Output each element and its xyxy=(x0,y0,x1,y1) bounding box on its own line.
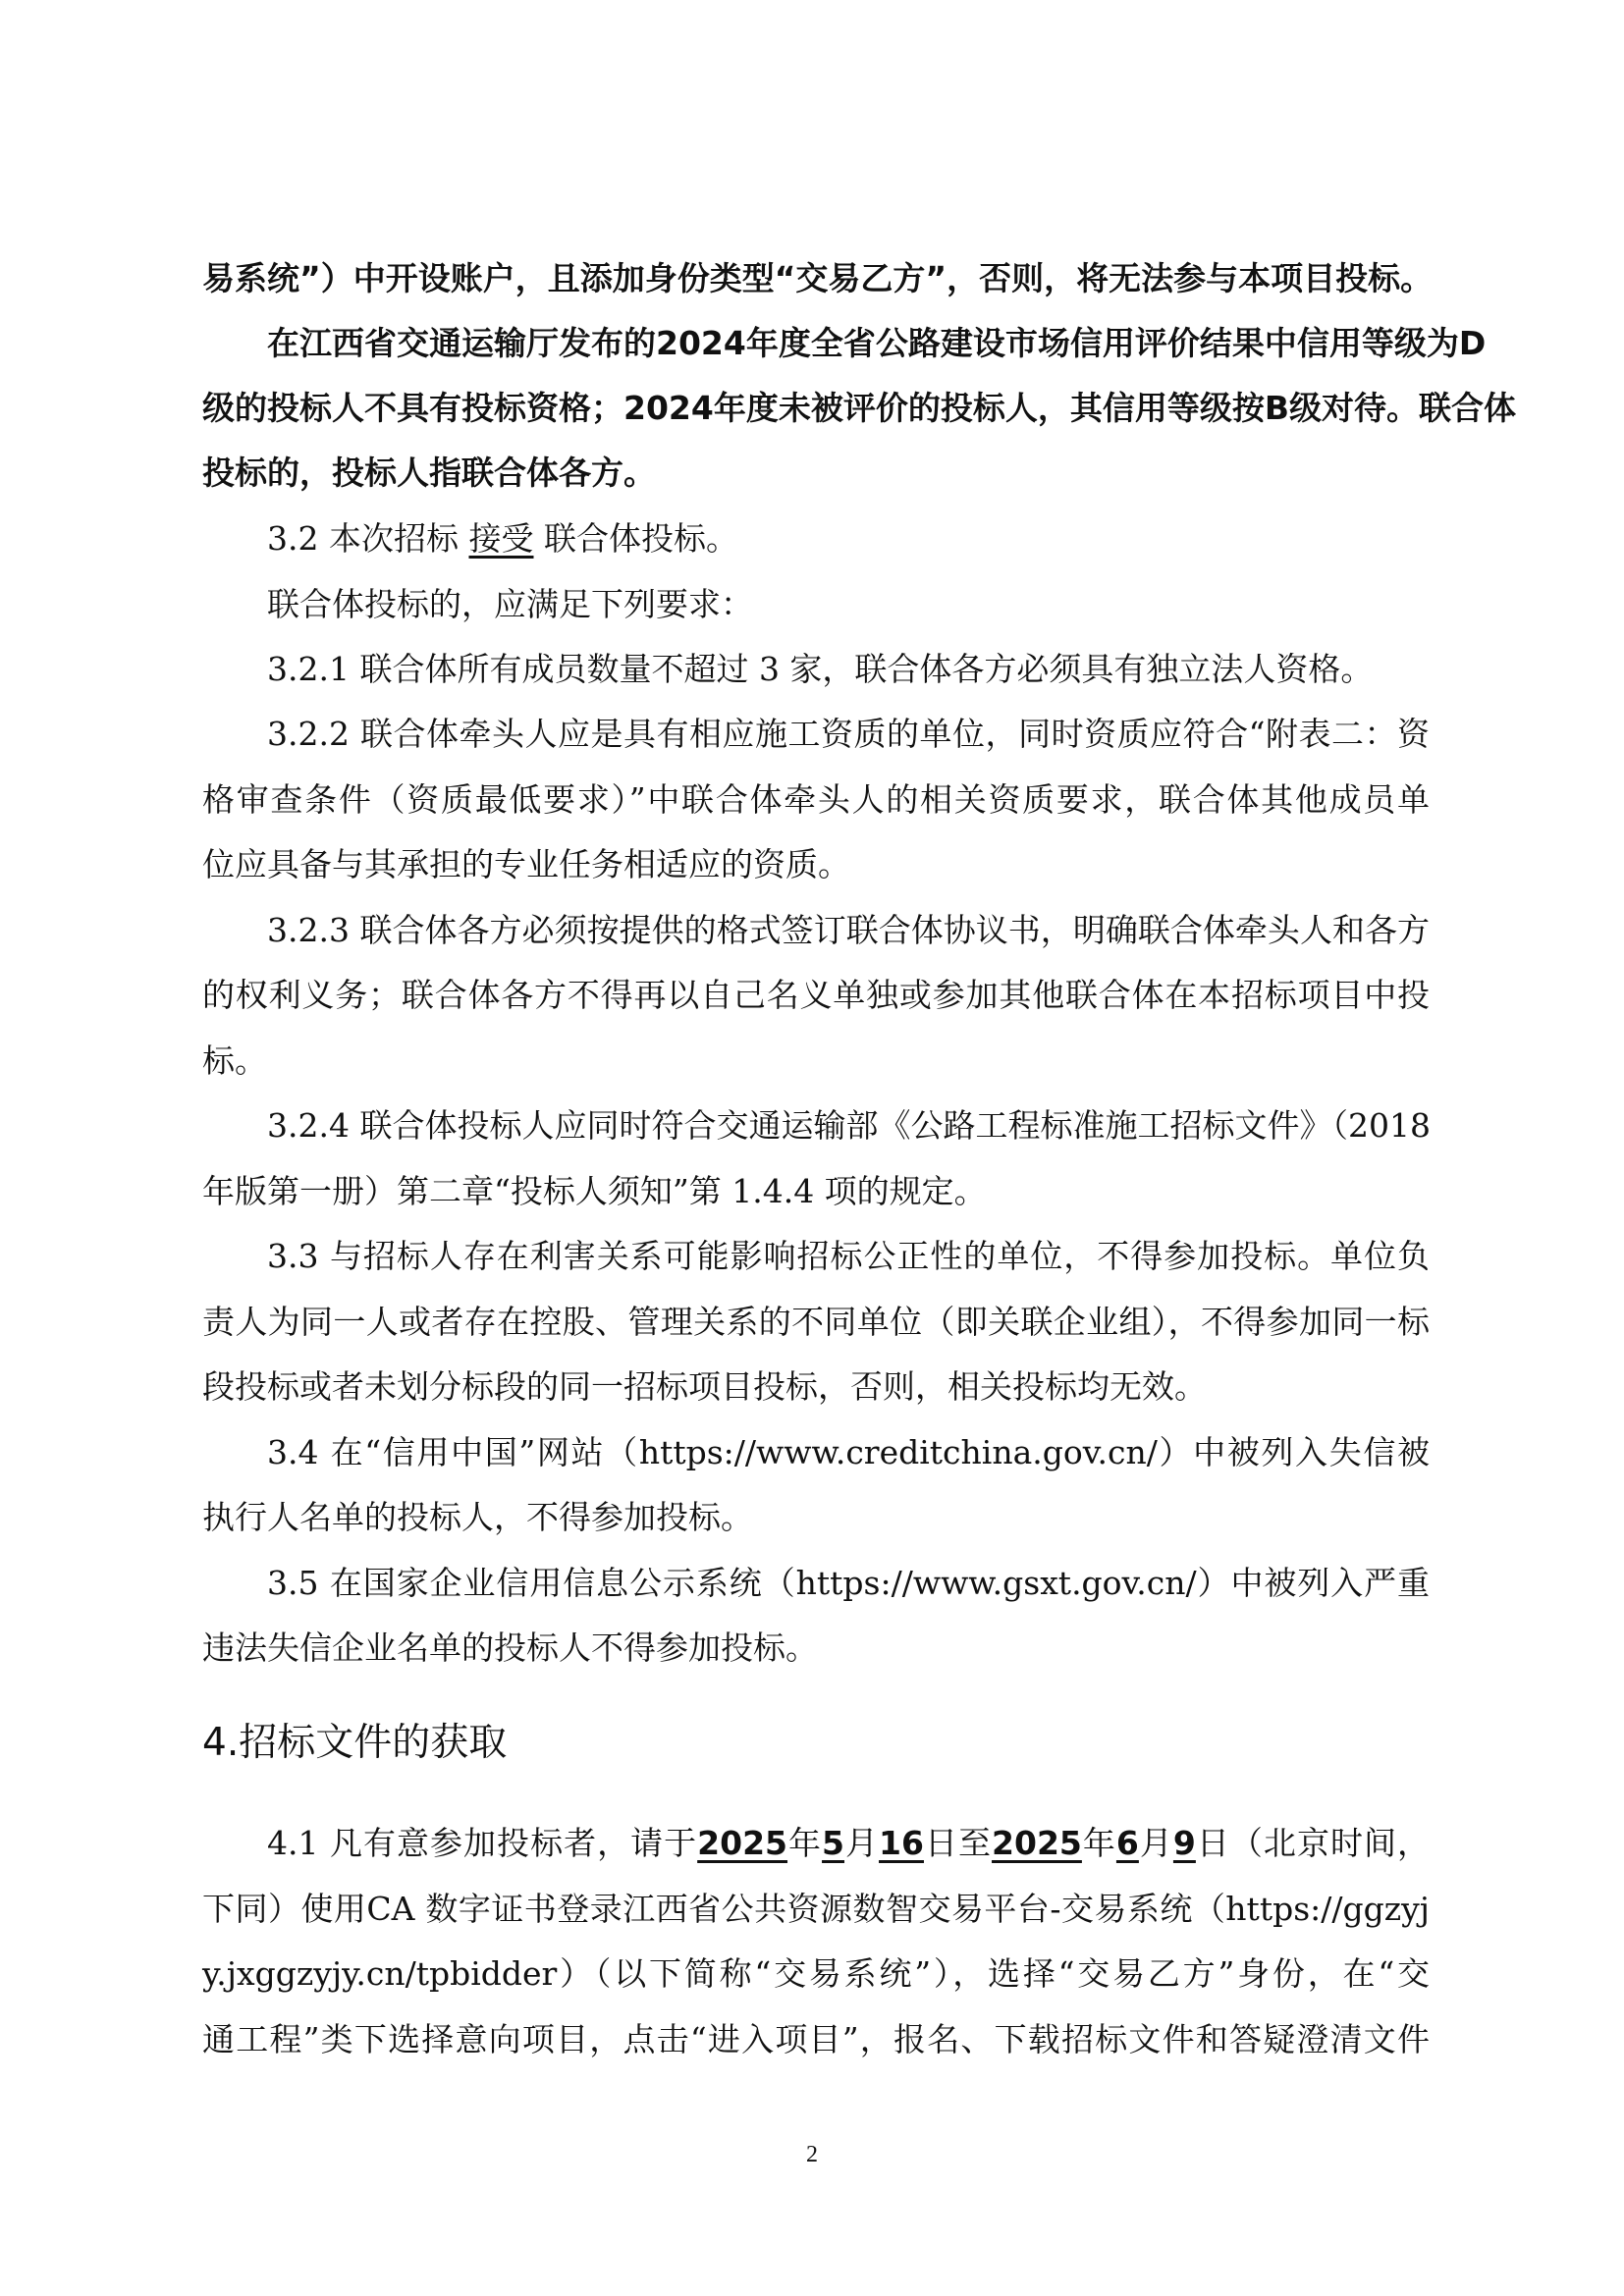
day-to-text: 日至 xyxy=(923,1824,993,1862)
section-4-1-line-4: 通工程”类下选择意向项目，点击“进入项目”，报名、下载招标文件和答疑澄清文件 xyxy=(202,2020,1430,2058)
month-char-2: 月 xyxy=(1138,1824,1173,1862)
section-3-2-2-line-1: 3.2.2 联合体牵头人应是具有相应施工资质的单位，同时资质应符合“附表二：资 xyxy=(267,715,1430,753)
section-3-2-2-line-2: 格审查条件（资质最低要求）”中联合体牵头人的相关资质要求，联合体其他成员单 xyxy=(202,780,1430,819)
consortium-requirements-intro: 联合体投标的，应满足下列要求： xyxy=(267,585,753,623)
section-3-2-suffix: 联合体投标。 xyxy=(543,519,738,558)
day-tail-text: 日（北京时间， xyxy=(1195,1824,1430,1862)
section-3-4-line-2: 执行人名单的投标人，不得参加投标。 xyxy=(202,1498,753,1536)
section-4-1-line-2: 下同）使用CA 数字证书登录江西省公共资源数智交易平台-交易系统（https://ggzyj xyxy=(202,1890,1430,1928)
section-3-4-line-1: 3.4 在“信用中国”网站（https://www.creditchina.gov.cn/）中被列入失信被 xyxy=(267,1433,1430,1471)
section-3-2-1-line-1: 3.2.1 联合体所有成员数量不超过 3 家，联合体各方必须具有独立法人资格。 xyxy=(267,650,1374,688)
credit-line-2: 级的投标人不具有投标资格；2024年度未被评价的投标人，其信用等级按B级对待。联合体 xyxy=(202,389,1516,427)
section-3-2-2-line-3: 位应具备与其承担的专业任务相适应的资质。 xyxy=(202,845,850,883)
section-4-1-line-3: y.jxggzyjy.cn/tpbidder）（以下简称“交易系统”），选择“交易乙方”身份，在“交 xyxy=(202,1954,1430,1993)
section-3-2-3-line-1: 3.2.3 联合体各方必须按提供的格式签订联合体协议书，明确联合体牵头人和各方 xyxy=(267,911,1430,949)
section-4-1-lead: 4.1 凡有意参加投标者，请于 xyxy=(267,1824,698,1862)
section-3-2-4-line-1: 3.2.4 联合体投标人应同时符合交通运输部《公路工程标准施工招标文件》（2018 xyxy=(267,1106,1431,1145)
section-3-3-line-3: 段投标或者未划分标段的同一招标项目投标，否则，相关投标均无效。 xyxy=(202,1367,1207,1406)
start-month: 5 xyxy=(822,1824,845,1862)
section-4-1-line-1 xyxy=(267,1824,1430,1863)
end-day: 9 xyxy=(1172,1824,1196,1862)
section-3-2-3-line-3: 标。 xyxy=(202,1041,267,1080)
start-year: 2025 xyxy=(697,1824,788,1862)
section-3-2-prefix: 3.2 本次招标 xyxy=(267,519,459,558)
credit-line-1: 在江西省交通运输厅发布的2024年度全省公路建设市场信用评价结果中信用等级为D xyxy=(267,324,1487,362)
section-3-3-line-1: 3.3 与招标人存在利害关系可能影响招标公正性的单位，不得参加投标。单位负 xyxy=(267,1237,1430,1275)
start-day: 16 xyxy=(879,1824,924,1862)
section-3-5-line-1: 3.5 在国家企业信用信息公示系统（https://www.gsxt.gov.cn/）中被列入严重 xyxy=(267,1564,1430,1602)
year-char: 年 xyxy=(787,1824,823,1862)
year-char-2: 年 xyxy=(1081,1824,1116,1862)
section-3-2-4-line-2: 年版第一册）第二章“投标人须知”第 1.4.4 项的规定。 xyxy=(202,1172,987,1210)
credit-line-3: 投标的，投标人指联合体各方。 xyxy=(202,454,656,492)
month-char: 月 xyxy=(844,1824,880,1862)
section-3-5-line-2: 违法失信企业名单的投标人不得参加投标。 xyxy=(202,1629,818,1667)
consortium-accept-value: 接受 xyxy=(468,519,534,558)
end-month: 6 xyxy=(1115,1824,1139,1862)
end-year: 2025 xyxy=(992,1824,1082,1862)
intro-line-1: 易系统”）中开设账户，且添加身份类型“交易乙方”，否则，将无法参与本项目投标。 xyxy=(202,259,1434,297)
section-3-3-line-2: 责人为同一人或者存在控股、管理关系的不同单位（即关联企业组），不得参加同一标 xyxy=(202,1303,1430,1341)
section-3-2-line xyxy=(267,519,1430,559)
section-3-2-3-line-2: 的权利义务；联合体各方不得再以自己名义单独或参加其他联合体在本招标项目中投 xyxy=(202,976,1430,1014)
page-number: 2 xyxy=(806,2142,818,2167)
section-4-heading: 4.招标文件的获取 xyxy=(202,1721,508,1765)
